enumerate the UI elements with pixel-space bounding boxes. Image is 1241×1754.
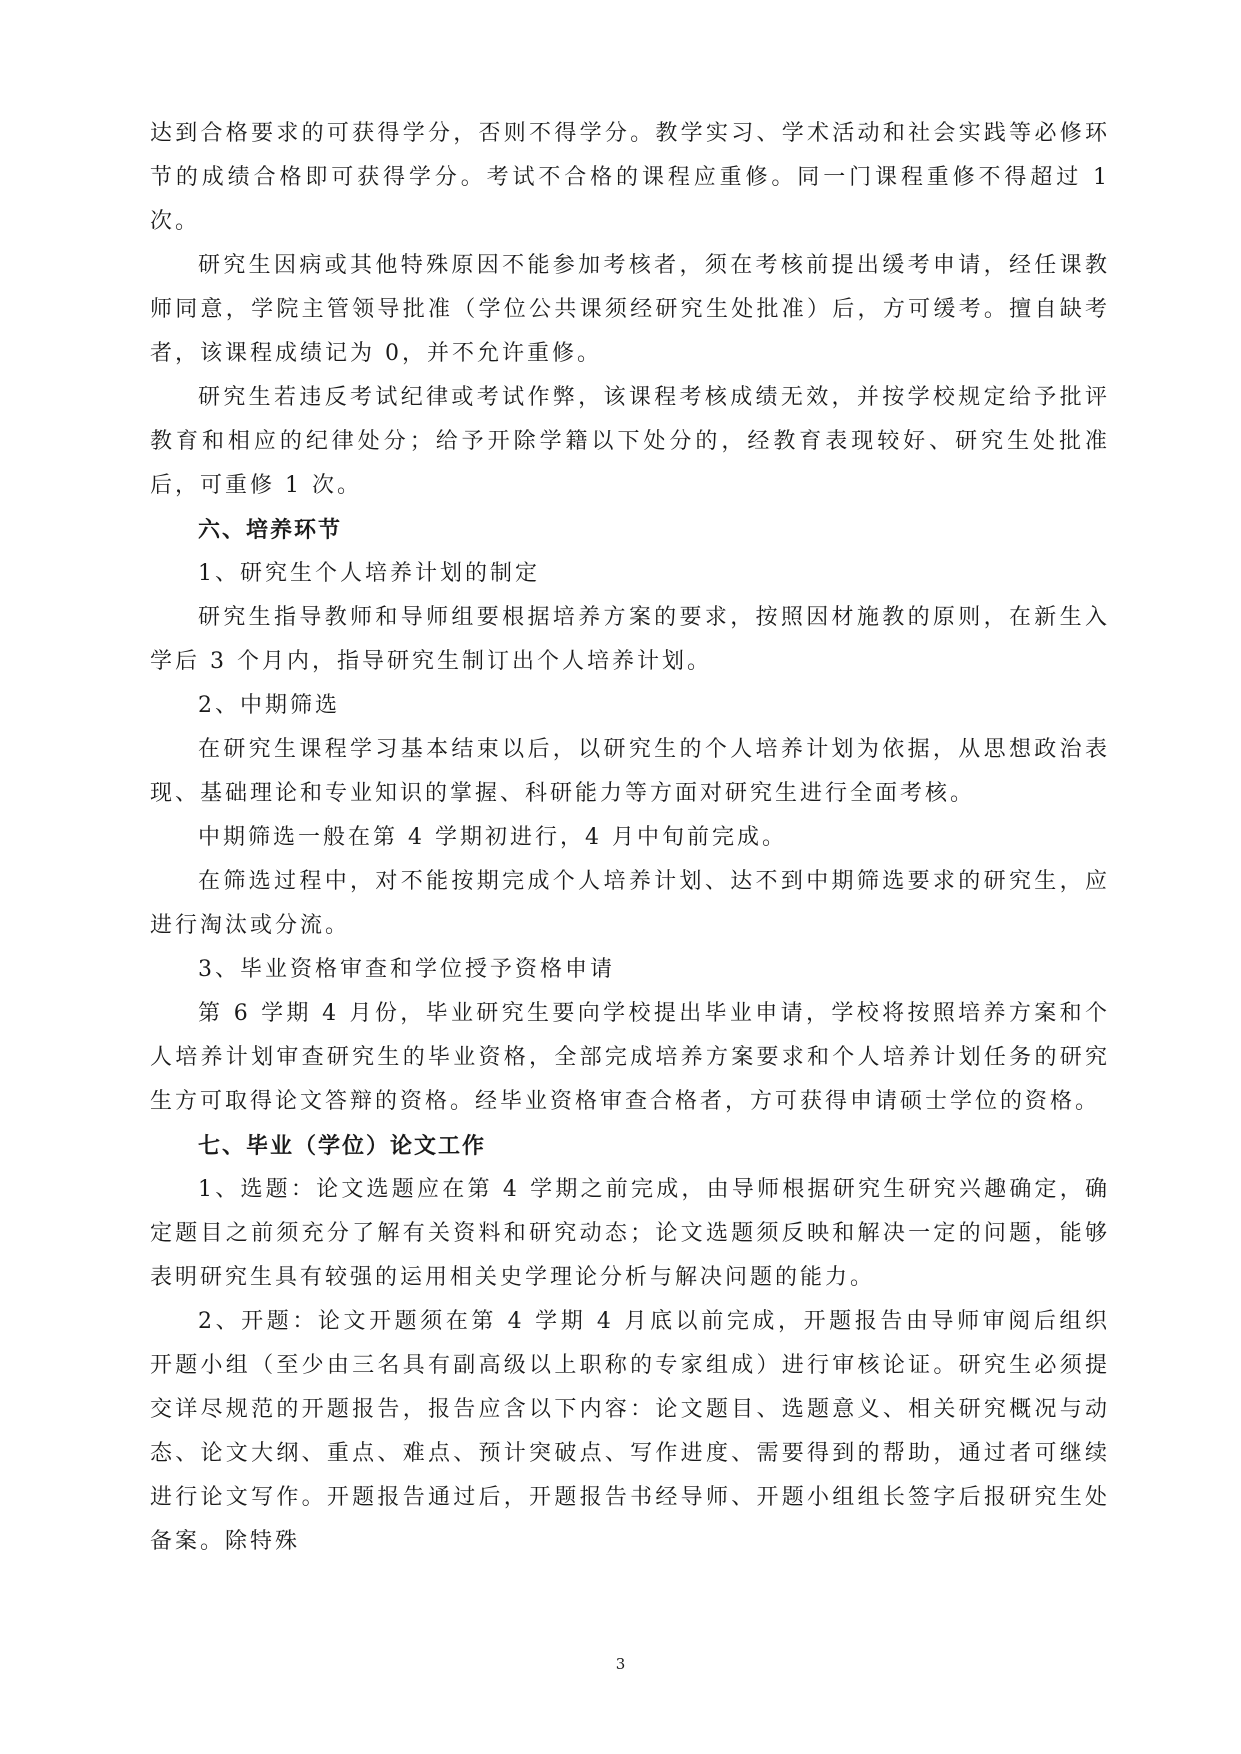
paragraph-midterm-elimination: 在筛选过程中，对不能按期完成个人培养计划、达不到中期筛选要求的研究生，应进行淘汰或分流。 [150, 869, 1110, 938]
paragraph-thesis-topic: 1、选题：论文选题应在第 4 学期之前完成，由导师根据研究生研究兴趣确定，确定题目之前须充分了解有关资料和研究动态；论文选题须反映和解决一定的问题，能够表明研究生具有较强的运用相关史学理论分析与解决问题的能力。 [150, 1177, 1110, 1290]
paragraph-graduation-review: 第 6 学期 4 月份，毕业研究生要向学校提出毕业申请，学校将按照培养方案和个人培养计划审查研究生的毕业资格，全部完成培养方案要求和个人培养计划任务的研究生方可取得论文答辩的资格。经毕业资格审查合格者，方可获得申请硕士学位的资格。 [150, 1001, 1110, 1114]
paragraph-thesis-proposal: 2、开题：论文开题须在第 4 学期 4 月底以前完成，开题报告由导师审阅后组织开题小组（至少由三名具有副高级以上职称的专家组成）进行审核论证。研究生必须提交详尽规范的开题报告，报告应含以下内容：论文题目、选题意义、相关研究概况与动态、论文大纲、重点、难点、预计突破点、写作进度、需要得到的帮助，通过者可继续进行论文写作。开题报告通过后，开题报告书经导师、开题小组组长签字后报研究生处备案。除特殊 [150, 1309, 1110, 1554]
paragraph-deferred-exam: 研究生因病或其他特殊原因不能参加考核者，须在考核前提出缓考申请，经任课教师同意，学院主管领导批准（学位公共课须经研究生处批准）后，方可缓考。擅自缺考者，该课程成绩记为 0，并不允许重修。 [150, 253, 1110, 366]
paragraph-exam-discipline: 研究生若违反考试纪律或考试作弊，该课程考核成绩无效，并按学校规定给予批评教育和相应的纪律处分；给予开除学籍以下处分的，经教育表现较好、研究生处批准后，可重修 1 次。 [150, 385, 1110, 498]
document-page [150, 112, 1110, 1564]
paragraph-midterm-timing: 中期筛选一般在第 4 学期初进行，4 月中旬前完成。 [198, 825, 787, 850]
section-heading-thesis: 七、毕业（学位）论文工作 [198, 1133, 487, 1159]
paragraph-midterm-assessment: 在研究生课程学习基本结束以后，以研究生的个人培养计划为依据，从思想政治表现、基础理论和专业知识的掌握、科研能力等方面对研究生进行全面考核。 [150, 737, 1110, 806]
section-heading-training: 六、培养环节 [198, 517, 343, 543]
paragraph-credit-rules: 达到合格要求的可获得学分，否则不得学分。教学实习、学术活动和社会实践等必修环节的成绩合格即可获得学分。考试不合格的课程应重修。同一门课程重修不得超过 1 次。 [150, 121, 1110, 234]
subheading-personal-plan: 1、研究生个人培养计划的制定 [198, 561, 540, 586]
page-number: 3 [615, 1655, 626, 1673]
paragraph-personal-plan: 研究生指导教师和导师组要根据培养方案的要求，按照因材施教的原则，在新生入学后 3 个月内，指导研究生制订出个人培养计划。 [150, 605, 1110, 674]
subheading-graduation-review: 3、毕业资格审查和学位授予资格申请 [198, 957, 615, 982]
subheading-midterm-screening: 2、中期筛选 [198, 693, 340, 718]
